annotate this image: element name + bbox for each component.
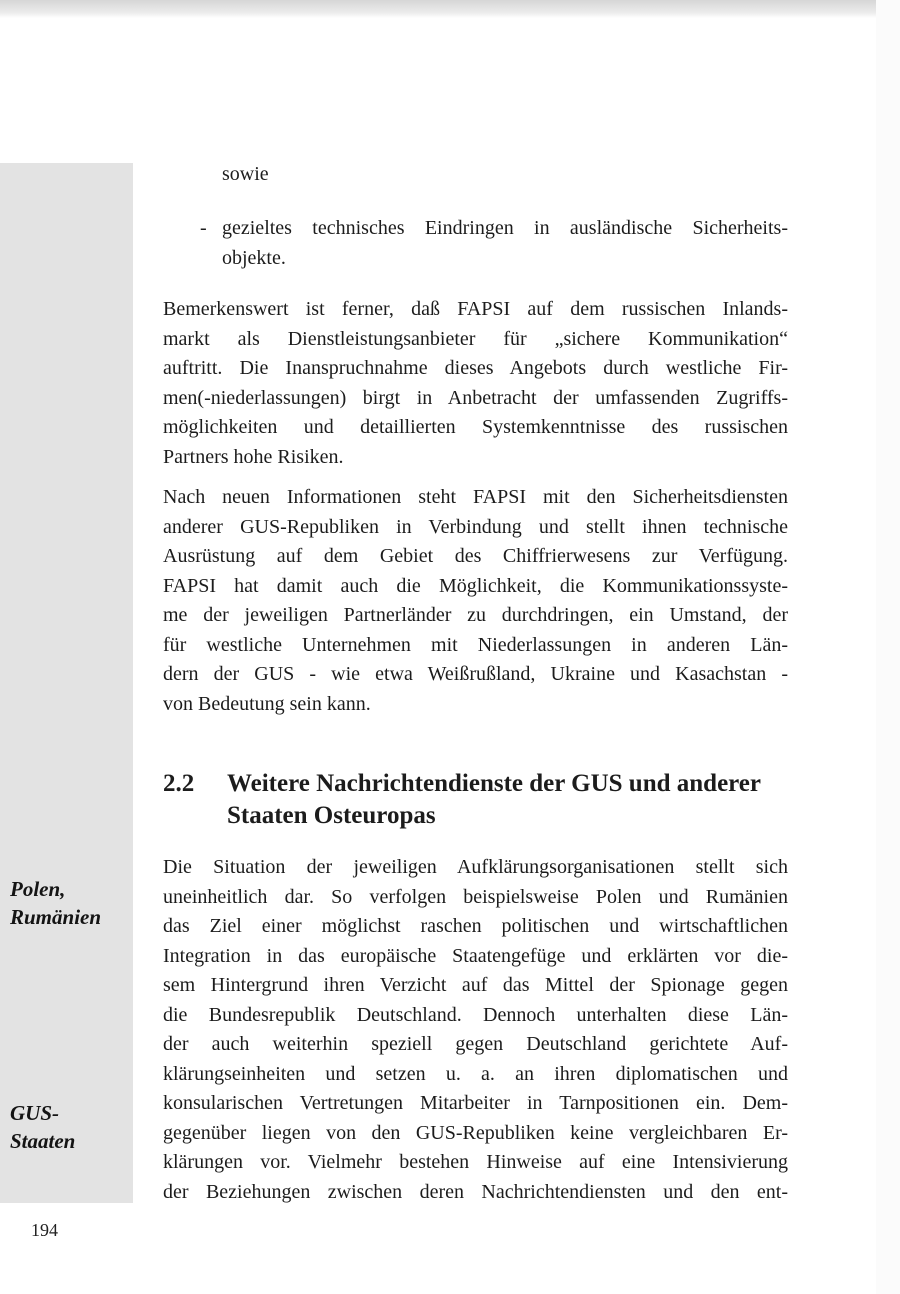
scan-top-shadow <box>0 0 876 18</box>
text-line: gegenüber liegen von den GUS-Republiken keine vergleichbaren Er- <box>163 1121 788 1144</box>
text-line: der Beziehungen zwischen deren Nachrichtendiensten und den ent- <box>163 1180 788 1203</box>
margin-band <box>0 163 133 1203</box>
text-line: dern der GUS - wie etwa Weißrußland, Ukraine und Kasachstan - <box>163 663 788 685</box>
text-line: von Bedeutung sein kann. <box>163 692 371 715</box>
margin-note-line: Staaten <box>10 1129 76 1153</box>
text-line: men(-niederlassungen) birgt in Anbetracht der umfassenden Zugriffs- <box>163 386 788 409</box>
margin-note-polen-rumaenien <box>10 875 130 931</box>
text-line: uneinheitlich dar. So verfolgen beispielsweise Polen und Rumänien <box>163 885 788 908</box>
bullet-item <box>222 214 788 273</box>
page-number: 194 <box>31 1220 58 1240</box>
margin-note-line: Polen, <box>10 877 66 901</box>
text-line: das Ziel einer möglichst raschen politischen und wirtschaftlichen <box>163 915 788 937</box>
heading-line: Weitere Nachrichtendienste der GUS und anderer <box>227 770 761 797</box>
text-line: Nach neuen Informationen steht FAPSI mit den Sicherheitsdiensten <box>163 486 788 508</box>
text-line: gezieltes technisches Eindringen in ausländische Sicherheits- <box>222 217 788 239</box>
text-line: sem Hintergrund ihren Verzicht auf das Mittel der Spionage gegen <box>163 974 788 996</box>
heading-line: Staaten Osteuropas <box>227 802 436 829</box>
text-line: konsularischen Vertretungen Mitarbeiter in Tarnpositionen ein. Dem- <box>163 1092 788 1114</box>
text-line: FAPSI hat damit auch die Möglichkeit, die Kommunikationssyste- <box>163 574 788 597</box>
text-line: möglichkeiten und detaillierten Systemkenntnisse des russischen <box>163 416 788 438</box>
scan-right-edge <box>876 0 900 1294</box>
text-line: me der jeweiligen Partnerländer zu durchdringen, ein Umstand, der <box>163 604 788 626</box>
margin-note-gus-staaten <box>10 1099 130 1155</box>
text-line: Partners hohe Risiken. <box>163 445 344 468</box>
text-line: klärungen vor. Vielmehr bestehen Hinweise auf eine Intensivierung <box>163 1151 788 1173</box>
text-line: objekte. <box>222 246 286 269</box>
text-line: klärungseinheiten und setzen u. a. an ihren diplomatischen und <box>163 1062 788 1085</box>
text-line: die Bundesrepublik Deutschland. Dennoch unterhalten diese Län- <box>163 1003 788 1026</box>
intro-text: sowie <box>222 163 269 185</box>
paragraph-situation <box>163 853 788 1207</box>
paragraph-fapsi-market <box>163 295 788 472</box>
text-line: markt als Dienstleistungsanbieter für „sichere Kommunikation“ <box>163 327 788 350</box>
text-line: Die Situation der jeweiligen Aufklärungsorganisationen stellt sich <box>163 856 788 878</box>
text-line: Ausrüstung auf dem Gebiet des Chiffrierwesens zur Verfügung. <box>163 545 788 567</box>
margin-note-line: Rumänien <box>10 905 102 929</box>
bullet-dash: - <box>200 217 207 239</box>
text-line: Bemerkenswert ist ferner, daß FAPSI auf dem russischen Inlands- <box>163 298 788 320</box>
paragraph-fapsi-gus <box>163 483 788 719</box>
text-line: der auch weiterhin speziell gegen Deutschland gerichtete Auf- <box>163 1033 788 1055</box>
section-number: 2.2 <box>163 770 195 797</box>
text-line: anderer GUS-Republiken in Verbindung und stellt ihnen technische <box>163 515 788 538</box>
margin-note-line: GUS- <box>10 1101 60 1125</box>
text-line: auftritt. Die Inanspruchnahme dieses Angebots durch westliche Fir- <box>163 357 788 379</box>
text-line: Integration in das europäische Staatengefüge und erklärten vor die- <box>163 944 788 967</box>
text-line: für westliche Unternehmen mit Niederlassungen in anderen Län- <box>163 633 788 656</box>
section-heading <box>227 768 787 832</box>
